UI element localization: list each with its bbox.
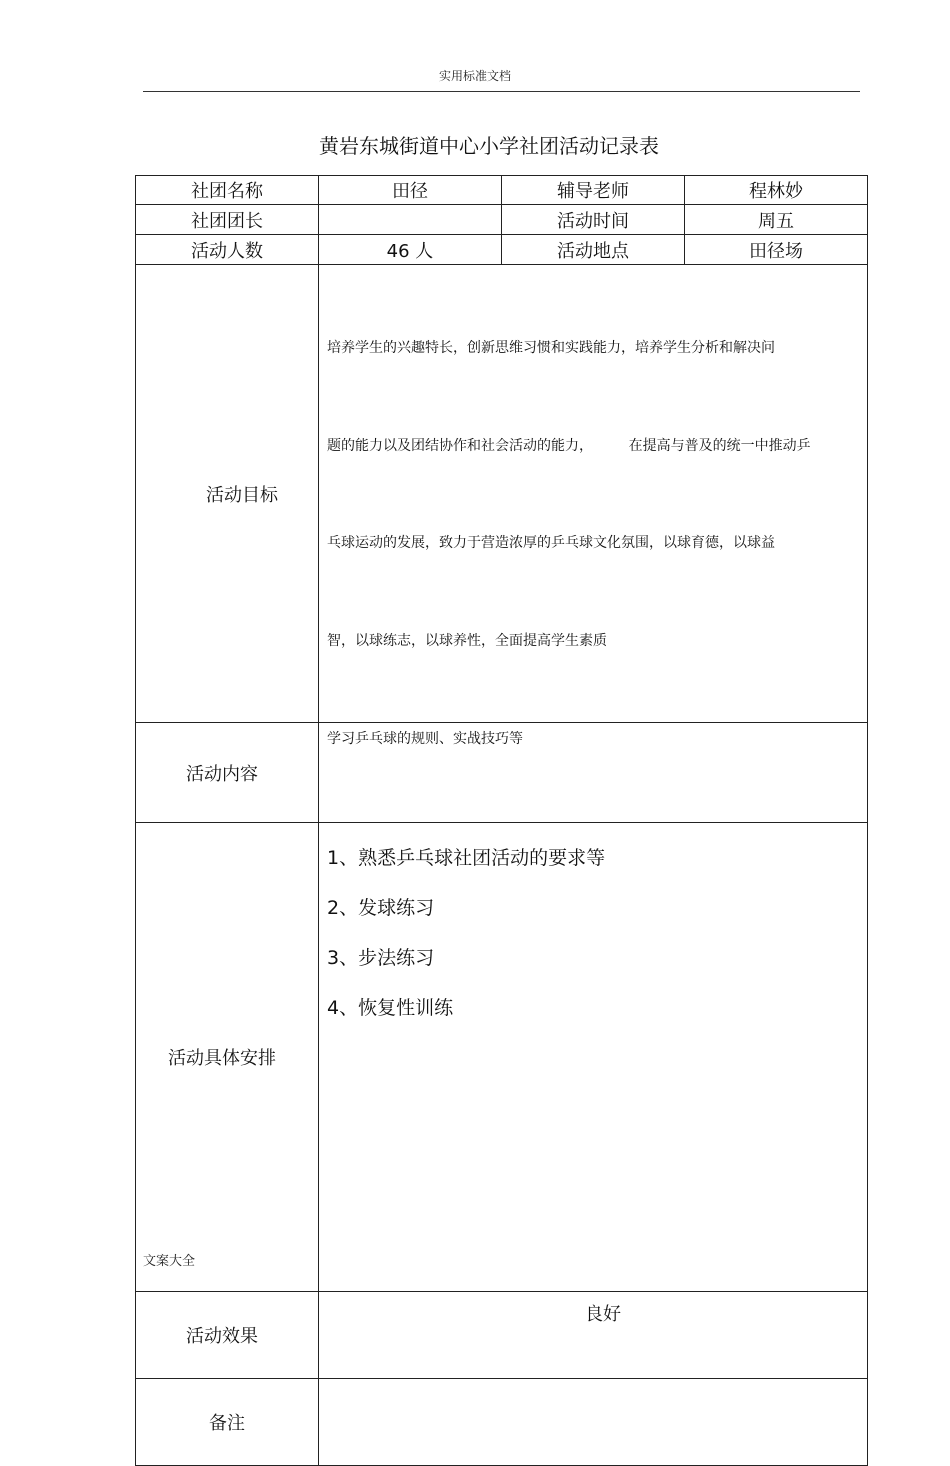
content-label: 活动内容 — [136, 723, 319, 823]
page-footer-text: 文案大全 — [143, 1254, 196, 1269]
table-row — [136, 723, 868, 823]
plan-item: 1、熟悉乒乓球社团活动的要求等 — [327, 847, 606, 869]
remarks-value — [319, 1379, 868, 1466]
goal-line: 乓球运动的发展，致力于营造浓厚的乒乓球文化氛围，以球育德，以球益 — [327, 535, 775, 551]
effect-cell — [319, 1292, 868, 1379]
table-row — [136, 205, 868, 235]
content-cell — [319, 723, 868, 823]
table-row — [136, 1292, 868, 1379]
time-label: 活动时间 — [502, 205, 685, 235]
content-text: 学习乒乓球的规则、实战技巧等 — [327, 731, 523, 747]
time-value: 周五 — [685, 205, 868, 235]
effect-label: 活动效果 — [136, 1292, 319, 1379]
table-row — [136, 823, 868, 1292]
goal-cell — [319, 265, 868, 723]
table-row — [136, 235, 868, 265]
effect-value: 良好 — [585, 1304, 621, 1325]
activity-record-table — [135, 175, 868, 1466]
advisor-value: 程林妙 — [685, 176, 868, 205]
plan-cell — [319, 823, 868, 1292]
club-name-label: 社团名称 — [136, 176, 319, 205]
plan-label: 活动具体安排 — [136, 823, 319, 1292]
location-label: 活动地点 — [502, 235, 685, 265]
table-row — [136, 265, 868, 723]
remarks-label: 备注 — [136, 1379, 319, 1466]
plan-item: 3、步法练习 — [327, 947, 435, 969]
page-header-text: 实用标准文档 — [438, 69, 511, 83]
count-value: 46 人 — [319, 235, 502, 265]
advisor-label: 辅导老师 — [502, 176, 685, 205]
count-label: 活动人数 — [136, 235, 319, 265]
leader-value — [319, 205, 502, 235]
header-divider — [143, 91, 860, 92]
goal-line: 题的能力以及团结协作和社会活动的能力， 在提高与普及的统一中推动乒 — [327, 437, 811, 454]
plan-item: 4、恢复性训练 — [327, 997, 454, 1019]
goal-label: 活动目标 — [136, 265, 319, 723]
table-row — [136, 176, 868, 205]
location-value: 田径场 — [685, 235, 868, 265]
table-row — [136, 1379, 868, 1466]
club-name-value: 田径 — [319, 176, 502, 205]
leader-label: 社团团长 — [136, 205, 319, 235]
goal-line: 培养学生的兴趣特长，创新思维习惯和实践能力，培养学生分析和解决问 — [327, 340, 775, 356]
goal-line: 智，以球练志，以球养性，全面提高学生素质 — [327, 632, 607, 649]
plan-list — [319, 823, 867, 1033]
document-title: 黄岩东城街道中心小学社团活动记录表 — [319, 134, 659, 158]
plan-item: 2、发球练习 — [327, 897, 435, 919]
goal-text — [319, 265, 867, 722]
